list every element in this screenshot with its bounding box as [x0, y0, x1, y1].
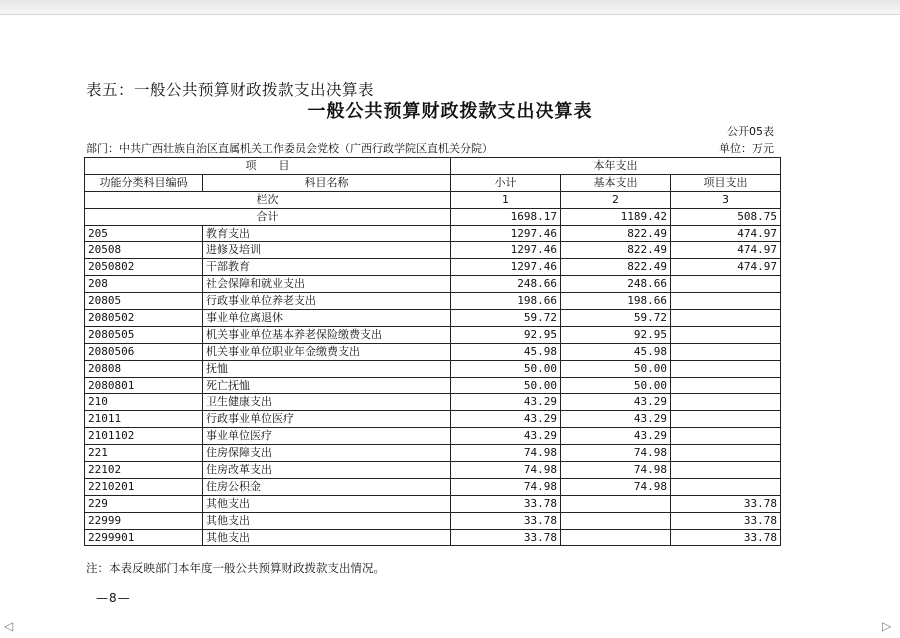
row-project: 474.97 — [671, 259, 781, 276]
row-project — [671, 478, 781, 495]
row-code: 229 — [85, 495, 203, 512]
row-code: 2080505 — [85, 326, 203, 343]
page-title: 一般公共预算财政拨款支出决算表 — [307, 101, 593, 122]
row-code: 22999 — [85, 512, 203, 529]
row-code: 20805 — [85, 293, 203, 310]
row-name: 干部教育 — [203, 259, 451, 276]
row-code: 2050802 — [85, 259, 203, 276]
row-name: 其他支出 — [203, 529, 451, 546]
row-basic: 43.29 — [561, 428, 671, 445]
row-subtotal: 33.78 — [451, 512, 561, 529]
row-basic: 822.49 — [561, 225, 671, 242]
row-subtotal: 50.00 — [451, 360, 561, 377]
table-row — [85, 478, 781, 495]
row-basic: 50.00 — [561, 360, 671, 377]
row-subtotal: 74.98 — [451, 478, 561, 495]
row-name: 行政事业单位医疗 — [203, 411, 451, 428]
row-name: 事业单位医疗 — [203, 428, 451, 445]
table-row — [85, 360, 781, 377]
row-name: 抚恤 — [203, 360, 451, 377]
row-basic: 45.98 — [561, 343, 671, 360]
row-name: 进修及培训 — [203, 242, 451, 259]
row-name: 住房保障支出 — [203, 445, 451, 462]
row-basic: 43.29 — [561, 411, 671, 428]
row-subtotal: 43.29 — [451, 428, 561, 445]
row-name: 住房改革支出 — [203, 462, 451, 479]
row-project — [671, 293, 781, 310]
header-code: 功能分类科目编码 — [85, 174, 203, 191]
row-subtotal: 1297.46 — [451, 259, 561, 276]
row-project: 33.78 — [671, 512, 781, 529]
row-code: 2080502 — [85, 310, 203, 327]
row-subtotal: 198.66 — [451, 293, 561, 310]
row-subtotal: 92.95 — [451, 326, 561, 343]
row-name: 事业单位离退休 — [203, 310, 451, 327]
row-name: 机关事业单位基本养老保险缴费支出 — [203, 326, 451, 343]
table-row — [85, 512, 781, 529]
total-basic: 1189.42 — [561, 208, 671, 225]
expense-table — [84, 157, 781, 546]
row-project: 474.97 — [671, 242, 781, 259]
header-subtotal: 小计 — [451, 174, 561, 191]
row-name: 其他支出 — [203, 495, 451, 512]
table-row — [85, 326, 781, 343]
row-name: 社会保障和就业支出 — [203, 276, 451, 293]
table-row — [85, 259, 781, 276]
row-basic: 74.98 — [561, 462, 671, 479]
row-subtotal: 45.98 — [451, 343, 561, 360]
row-basic: 822.49 — [561, 242, 671, 259]
table-row — [85, 377, 781, 394]
total-label: 合计 — [85, 208, 451, 225]
row-basic: 43.29 — [561, 394, 671, 411]
unit-label: 单位：万元 — [719, 142, 774, 155]
row-code: 2080506 — [85, 343, 203, 360]
header-basic: 基本支出 — [561, 174, 671, 191]
row-code: 208 — [85, 276, 203, 293]
row-code: 2101102 — [85, 428, 203, 445]
row-code: 221 — [85, 445, 203, 462]
row-subtotal: 43.29 — [451, 394, 561, 411]
row-basic: 248.66 — [561, 276, 671, 293]
row-name: 机关事业单位职业年金缴费支出 — [203, 343, 451, 360]
next-page-icon[interactable]: ▷ — [882, 619, 892, 633]
row-code: 21011 — [85, 411, 203, 428]
row-name: 住房公积金 — [203, 478, 451, 495]
row-subtotal: 74.98 — [451, 462, 561, 479]
row-basic — [561, 495, 671, 512]
row-name: 其他支出 — [203, 512, 451, 529]
row-name: 卫生健康支出 — [203, 394, 451, 411]
row-subtotal: 1297.46 — [451, 242, 561, 259]
row-basic: 74.98 — [561, 478, 671, 495]
row-subtotal: 33.78 — [451, 495, 561, 512]
row-name: 行政事业单位养老支出 — [203, 293, 451, 310]
row-code: 205 — [85, 225, 203, 242]
table-row — [85, 310, 781, 327]
table-row — [85, 293, 781, 310]
row-project — [671, 377, 781, 394]
row-code: 210 — [85, 394, 203, 411]
row-project: 474.97 — [671, 225, 781, 242]
row-basic: 198.66 — [561, 293, 671, 310]
table-row — [85, 411, 781, 428]
table-row — [85, 428, 781, 445]
row-code: 2080801 — [85, 377, 203, 394]
column-index-1: 1 — [451, 191, 561, 208]
column-index-row — [85, 191, 781, 208]
row-code: 2210201 — [85, 478, 203, 495]
header-row-2 — [85, 174, 781, 191]
row-project — [671, 445, 781, 462]
prev-page-icon[interactable]: ◁ — [4, 619, 14, 633]
table-row — [85, 242, 781, 259]
row-basic: 822.49 — [561, 259, 671, 276]
department-label: 部门：中共广西壮族自治区直属机关工作委员会党校（广西行政学院区直机关分院） — [86, 142, 493, 155]
form-number: 公开05表 — [727, 125, 774, 138]
row-basic — [561, 529, 671, 546]
table-row — [85, 225, 781, 242]
row-project — [671, 411, 781, 428]
row-subtotal: 248.66 — [451, 276, 561, 293]
row-subtotal: 43.29 — [451, 411, 561, 428]
row-project — [671, 343, 781, 360]
row-code: 22102 — [85, 462, 203, 479]
row-code: 2299901 — [85, 529, 203, 546]
row-project: 33.78 — [671, 529, 781, 546]
row-subtotal: 74.98 — [451, 445, 561, 462]
row-name: 教育支出 — [203, 225, 451, 242]
table-row — [85, 495, 781, 512]
column-index-label: 栏次 — [85, 191, 451, 208]
column-index-3: 3 — [671, 191, 781, 208]
footnote: 注：本表反映部门本年度一般公共预算财政拨款支出情况。 — [86, 561, 385, 575]
header-item: 项 目 — [85, 158, 451, 175]
page-number: —8— — [96, 591, 131, 605]
row-project — [671, 428, 781, 445]
row-basic: 59.72 — [561, 310, 671, 327]
row-project: 33.78 — [671, 495, 781, 512]
header-project: 项目支出 — [671, 174, 781, 191]
table-row — [85, 343, 781, 360]
row-subtotal: 1297.46 — [451, 225, 561, 242]
table-row — [85, 276, 781, 293]
row-project — [671, 276, 781, 293]
table-row — [85, 529, 781, 546]
row-project — [671, 360, 781, 377]
section-title: 表五：一般公共预算财政拨款支出决算表 — [86, 81, 375, 99]
table-row — [85, 462, 781, 479]
row-basic — [561, 512, 671, 529]
total-project: 508.75 — [671, 208, 781, 225]
total-row — [85, 208, 781, 225]
header-row-1 — [85, 158, 781, 175]
column-index-2: 2 — [561, 191, 671, 208]
row-subtotal: 50.00 — [451, 377, 561, 394]
row-project — [671, 462, 781, 479]
row-project — [671, 326, 781, 343]
row-project — [671, 310, 781, 327]
row-code: 20808 — [85, 360, 203, 377]
viewer-top-bar — [0, 0, 900, 15]
row-basic: 92.95 — [561, 326, 671, 343]
row-project — [671, 394, 781, 411]
row-code: 20508 — [85, 242, 203, 259]
table-row — [85, 445, 781, 462]
row-subtotal: 33.78 — [451, 529, 561, 546]
header-name: 科目名称 — [203, 174, 451, 191]
total-subtotal: 1698.17 — [451, 208, 561, 225]
row-basic: 74.98 — [561, 445, 671, 462]
row-name: 死亡抚恤 — [203, 377, 451, 394]
row-subtotal: 59.72 — [451, 310, 561, 327]
header-year-expense: 本年支出 — [451, 158, 781, 175]
table-row — [85, 394, 781, 411]
row-basic: 50.00 — [561, 377, 671, 394]
